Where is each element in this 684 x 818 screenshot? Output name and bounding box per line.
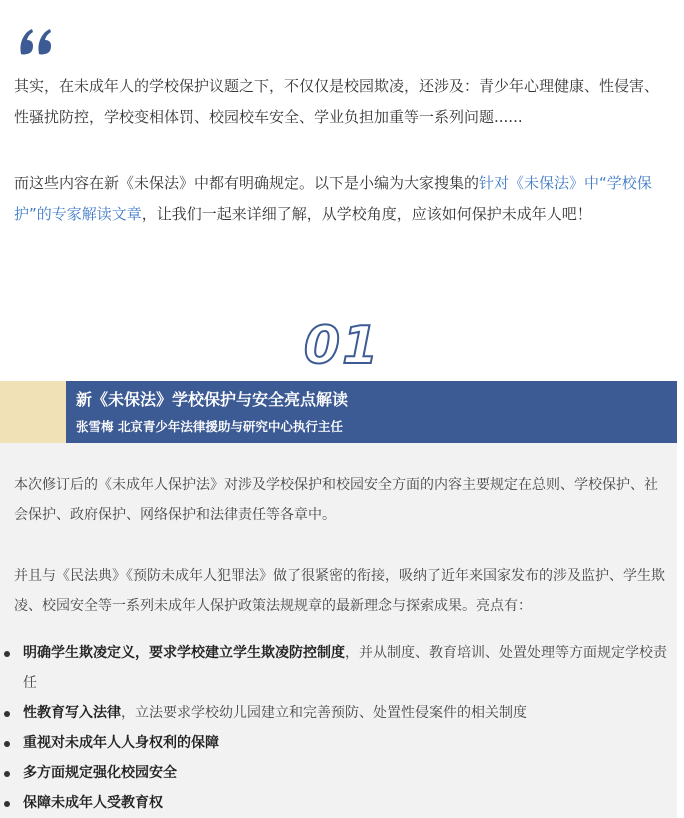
section-number-text: 01	[303, 316, 381, 376]
bullet-icon	[4, 711, 10, 717]
list-item-rest: ，并从制度、教育培训、处置处理等方面规定学校责任	[23, 645, 667, 691]
list-item-bold: 重视对未成年人人身权利的保障	[23, 735, 219, 751]
intro-text-before-link: 而这些内容在新《未保法》中都有明确规定。以下是小编为大家搜集的	[14, 174, 480, 192]
list-item	[0, 788, 667, 818]
highlights-list	[0, 638, 684, 818]
list-item-bold: 明确学生欺凌定义，要求学校建立学生欺凌防控制度	[23, 645, 345, 661]
bullet-icon	[4, 741, 10, 747]
quote-mark-icon	[18, 26, 54, 56]
bullet-icon	[4, 651, 10, 657]
list-item	[0, 698, 667, 728]
body-paragraph-2: 并且与《民法典》《预防未成年人犯罪法》做了很紧密的衔接，吸纳了近年来国家发布的涉及监护、学生欺凌、校园安全等一系列未成年人保护政策法规规章的最新理念与探索成果。亮点有：	[14, 568, 665, 614]
section-number	[0, 305, 684, 383]
list-item	[0, 758, 667, 788]
title-bar-accent	[0, 381, 66, 443]
section-title: 新《未保法》学校保护与安全亮点解读	[76, 390, 349, 409]
intro-text-after-link: ，让我们一起来详细了解，从学校角度，应该如何保护未成年人吧！	[141, 205, 592, 223]
section-title-bar	[0, 381, 684, 443]
list-item-bold: 性教育写入法律	[23, 705, 121, 721]
body-paragraph-1: 本次修订后的《未成年人保护法》对涉及学校保护和校园安全方面的内容主要规定在总则、学校保护、社会保护、政府保护、网络保护和法律责任等各章中。	[14, 477, 658, 523]
list-item-bold: 保障未成年人受教育权	[23, 795, 163, 811]
bullet-icon	[4, 801, 10, 807]
article-link[interactable]: 针对《未保法》中“学校保护”的专家解读文章	[14, 174, 652, 223]
intro-paragraph-1: 其实，在未成年人的学校保护议题之下，不仅仅是校园欺凌，还涉及：青少年心理健康、性侵害、性骚扰防控，学校变相体罚、校园校车安全、学业负担加重等一系列问题......	[14, 77, 660, 126]
bullet-icon	[4, 771, 10, 777]
list-item-bold: 多方面规定强化校园安全	[23, 765, 177, 781]
section-subtitle: 张雪梅 北京青少年法律援助与研究中心执行主任	[76, 419, 343, 434]
list-item	[0, 638, 667, 698]
list-item	[0, 728, 667, 758]
list-item-rest: ，立法要求学校幼儿园建立和完善预防、处置性侵案件的相关制度	[121, 705, 527, 721]
intro-paragraph-2	[14, 168, 666, 230]
